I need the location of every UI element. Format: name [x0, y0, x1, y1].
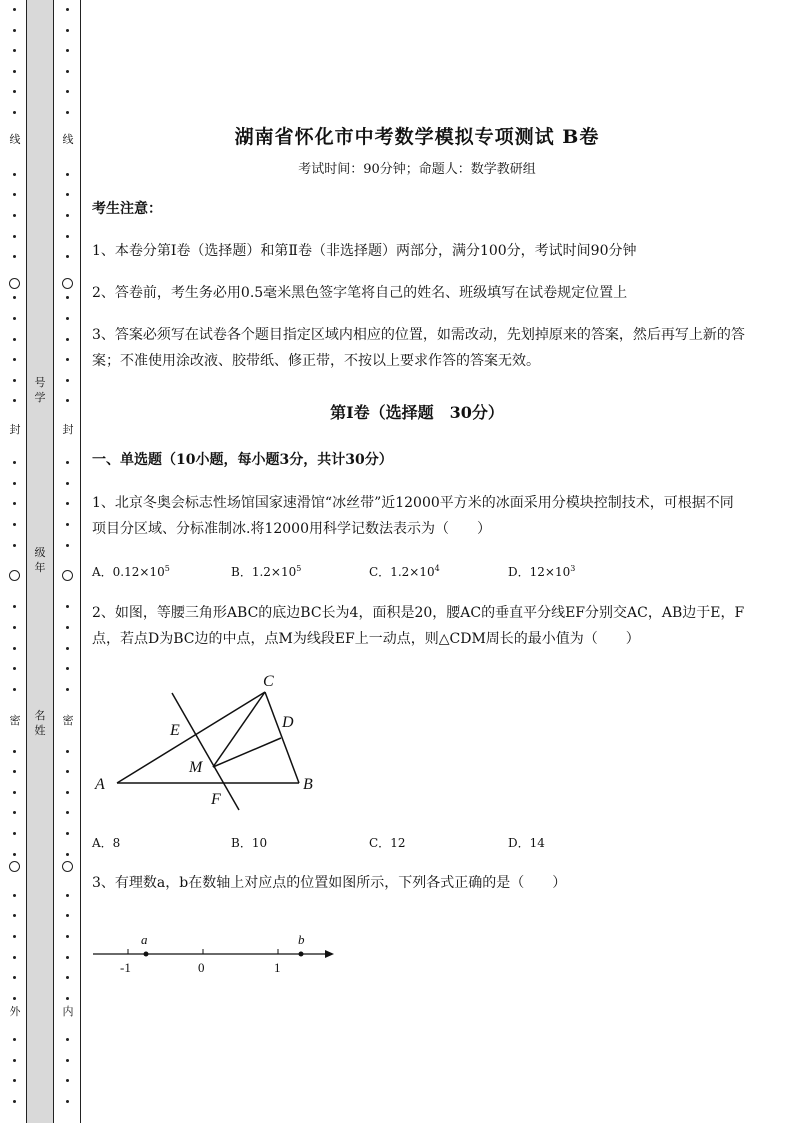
- outer-dot: [13, 688, 16, 691]
- point-a-label: a: [141, 932, 148, 947]
- tick-label-1: 1: [274, 960, 281, 975]
- q2-option-b-value: 10: [251, 836, 268, 850]
- label-name: 名 姓: [34, 709, 46, 737]
- inner-dot: [66, 750, 69, 753]
- outer-mark: 密: [9, 714, 21, 727]
- notes-heading: 考生注意：: [92, 201, 162, 217]
- outer-circle-mark-icon: [9, 570, 20, 581]
- inner-mark: 线: [62, 133, 74, 146]
- q1-option-d-label: D．: [508, 565, 530, 579]
- segment-cb: [265, 692, 299, 783]
- outer-dot: [13, 111, 16, 114]
- triangle-figure: [92, 668, 332, 816]
- q1-option-a-label: A．: [92, 565, 113, 579]
- q2-option-c-value: 12: [390, 836, 406, 850]
- outer-dot: [13, 49, 16, 52]
- outer-dot: [13, 647, 16, 650]
- outer-dot: [13, 70, 16, 73]
- inner-dot: [66, 688, 69, 691]
- q1-option-b-exp: 5: [296, 564, 302, 573]
- inner-dot: [66, 255, 69, 258]
- outer-dot: [13, 1059, 16, 1062]
- q1-option-a-exp: 5: [164, 564, 170, 573]
- outer-seal-column: [8, 0, 22, 1123]
- label-a: A: [95, 776, 105, 793]
- label-e: E: [170, 722, 180, 739]
- note-2: 2、答卷前，考生务必用0.5毫米黑色签字笔将自己的姓名、班级填写在试卷规定位置上: [92, 285, 628, 301]
- outer-dot: [13, 502, 16, 505]
- inner-dot: [66, 1079, 69, 1082]
- q1-option-b-base: 1.2×10: [251, 565, 297, 579]
- inner-dot: [66, 379, 69, 382]
- outer-dot: [13, 894, 16, 897]
- q2-option-c[interactable]: [369, 834, 405, 851]
- tick-label-0: 0: [198, 960, 205, 975]
- inner-dot: [66, 894, 69, 897]
- q1-option-d[interactable]: [508, 563, 575, 580]
- inner-dot: [66, 296, 69, 299]
- inner-mark: 内: [62, 1005, 74, 1018]
- outer-dot: [13, 193, 16, 196]
- exam-info: 考试时间：90分钟；命题人：数学教研组: [298, 162, 536, 177]
- inner-dot: [66, 626, 69, 629]
- inner-dot: [66, 399, 69, 402]
- outer-mark: 外: [9, 1005, 21, 1018]
- outer-circle-mark-icon: [9, 278, 20, 289]
- inner-dot: [66, 647, 69, 650]
- outer-dot: [13, 255, 16, 258]
- outer-dot: [13, 997, 16, 1000]
- inner-dot: [66, 502, 69, 505]
- inner-dot: [66, 29, 69, 32]
- inner-circle-mark-icon: [62, 570, 73, 581]
- inner-dot: [66, 338, 69, 341]
- note-3: 3、答案必须写在试卷各个题目指定区域内相应的位置，如需改动，先划掉原来的答案，然后再写上新的答案；不准使用涂改液、胶带纸、修正带，不按以上要求作答的答案无效。: [92, 327, 745, 369]
- inner-dot: [66, 173, 69, 176]
- inner-dot: [66, 193, 69, 196]
- inner-dot: [66, 956, 69, 959]
- outer-mark: 封: [9, 423, 21, 436]
- label-b: B: [303, 776, 313, 793]
- note-1: 1、本卷分第I卷（选择题）和第Ⅱ卷（非选择题）两部分，满分100分，考试时间90分钟: [92, 243, 637, 259]
- outer-dot: [13, 8, 16, 11]
- outer-dot: [13, 1038, 16, 1041]
- q2-option-b[interactable]: [231, 834, 267, 851]
- outer-dot: [13, 482, 16, 485]
- q2-option-a[interactable]: [92, 834, 120, 851]
- binding-margin: [0, 0, 82, 1123]
- section-title: 第I卷（选择题 30分）: [330, 403, 504, 422]
- inner-dot: [66, 482, 69, 485]
- inner-dot: [66, 1100, 69, 1103]
- outer-dot: [13, 853, 16, 856]
- q2-option-d-label: D．: [508, 836, 530, 850]
- section-subheading: 一、单选题（10小题，每小题3分，共计30分）: [92, 452, 393, 468]
- q1-option-a[interactable]: [92, 563, 170, 580]
- inner-mark: 密: [62, 714, 74, 727]
- outer-circle-mark-icon: [9, 861, 20, 872]
- inner-dot: [66, 997, 69, 1000]
- point-b: [299, 952, 304, 957]
- outer-dot: [13, 338, 16, 341]
- question-1-options: [92, 563, 742, 581]
- label-grade: 级 年: [34, 546, 46, 574]
- outer-dot: [13, 770, 16, 773]
- label-student-number: 号 学: [34, 376, 46, 404]
- q1-option-a-base: 0.12×10: [112, 565, 165, 579]
- inner-dot: [66, 214, 69, 217]
- line-ef: [172, 693, 239, 810]
- q2-option-d[interactable]: [508, 834, 545, 851]
- outer-dot: [13, 523, 16, 526]
- outer-dot: [13, 90, 16, 93]
- outer-dot: [13, 296, 16, 299]
- inner-dot: [66, 8, 69, 11]
- q1-option-b-label: B．: [231, 565, 252, 579]
- q2-option-b-label: B．: [231, 836, 252, 850]
- inner-circle-mark-icon: [62, 278, 73, 289]
- inner-dot: [66, 461, 69, 464]
- outer-dot: [13, 667, 16, 670]
- inner-dot: [66, 935, 69, 938]
- inner-dot: [66, 544, 69, 547]
- inner-dot: [66, 976, 69, 979]
- q2-option-a-value: 8: [112, 836, 121, 850]
- inner-dot: [66, 770, 69, 773]
- question-2-text: 2、如图，等腰三角形ABC的底边BC长为4，面积是20，腰AC的垂直平分线EF分别交AC，AB边于E，F点，若点D为BC边的中点，点M为线段EF上一动点，则△CDM周长的最小值为（ ）: [92, 605, 745, 647]
- binding-line-right: [53, 0, 54, 1123]
- q2-option-d-value: 14: [529, 836, 545, 850]
- q1-option-d-base: 12×10: [529, 565, 571, 579]
- number-line-figure: [92, 928, 337, 978]
- outer-dot: [13, 956, 16, 959]
- q2-option-a-label: A．: [92, 836, 113, 850]
- outer-dot: [13, 173, 16, 176]
- inner-dot: [66, 605, 69, 608]
- question-2-options: [92, 834, 742, 852]
- inner-mark: 封: [62, 423, 74, 436]
- number-line-arrow-icon: [325, 950, 334, 958]
- label-m: M: [189, 759, 203, 776]
- outer-dot: [13, 1079, 16, 1082]
- outer-dot: [13, 976, 16, 979]
- q1-option-c-base: 1.2×10: [390, 565, 435, 579]
- outer-dot: [13, 461, 16, 464]
- label-c: C: [263, 673, 274, 690]
- outer-dot: [13, 235, 16, 238]
- inner-dot: [66, 914, 69, 917]
- point-a: [144, 952, 149, 957]
- q1-option-c[interactable]: [369, 563, 440, 580]
- q1-option-b[interactable]: [231, 563, 301, 580]
- binding-line-inner: [80, 0, 81, 1123]
- inner-dot: [66, 317, 69, 320]
- label-f: F: [211, 791, 221, 808]
- point-b-label: b: [298, 932, 305, 947]
- question-3-text: 3、有理数a，b在数轴上对应点的位置如图所示，下列各式正确的是（ ）: [92, 875, 567, 891]
- inner-dot: [66, 1059, 69, 1062]
- inner-dot: [66, 90, 69, 93]
- outer-dot: [13, 1100, 16, 1103]
- inner-dot: [66, 523, 69, 526]
- inner-dot: [66, 358, 69, 361]
- inner-dot: [66, 235, 69, 238]
- inner-dot: [66, 853, 69, 856]
- inner-dot: [66, 70, 69, 73]
- inner-dot: [66, 811, 69, 814]
- q1-option-c-exp: 4: [434, 564, 440, 573]
- outer-dot: [13, 544, 16, 547]
- outer-dot: [13, 832, 16, 835]
- inner-dot: [66, 1038, 69, 1041]
- outer-dot: [13, 317, 16, 320]
- outer-dot: [13, 29, 16, 32]
- outer-dot: [13, 811, 16, 814]
- inner-seal-column: [61, 0, 75, 1123]
- outer-dot: [13, 214, 16, 217]
- outer-dot: [13, 914, 16, 917]
- outer-dot: [13, 605, 16, 608]
- outer-dot: [13, 358, 16, 361]
- inner-circle-mark-icon: [62, 861, 73, 872]
- label-d: D: [282, 714, 294, 731]
- page-title: 湖南省怀化市中考数学模拟专项测试 B卷: [234, 126, 600, 148]
- outer-dot: [13, 750, 16, 753]
- q2-option-c-label: C．: [369, 836, 391, 850]
- outer-dot: [13, 399, 16, 402]
- outer-dot: [13, 626, 16, 629]
- outer-dot: [13, 379, 16, 382]
- outer-mark: 线: [9, 133, 21, 146]
- inner-dot: [66, 832, 69, 835]
- inner-dot: [66, 667, 69, 670]
- inner-dot: [66, 49, 69, 52]
- binding-line-left: [26, 0, 27, 1123]
- tick-label-neg1: -1: [120, 960, 131, 975]
- outer-dot: [13, 791, 16, 794]
- inner-dot: [66, 791, 69, 794]
- inner-dot: [66, 111, 69, 114]
- q1-option-c-label: C．: [369, 565, 391, 579]
- question-1-text: 1、北京冬奥会标志性场馆国家速滑馆“冰丝带”近12000平方米的冰面采用分模块控制技术，可根据不同项目分区域、分标准制冰.将12000用科学记数法表示为（ ）: [92, 495, 734, 537]
- outer-dot: [13, 935, 16, 938]
- q1-option-d-exp: 3: [570, 564, 576, 573]
